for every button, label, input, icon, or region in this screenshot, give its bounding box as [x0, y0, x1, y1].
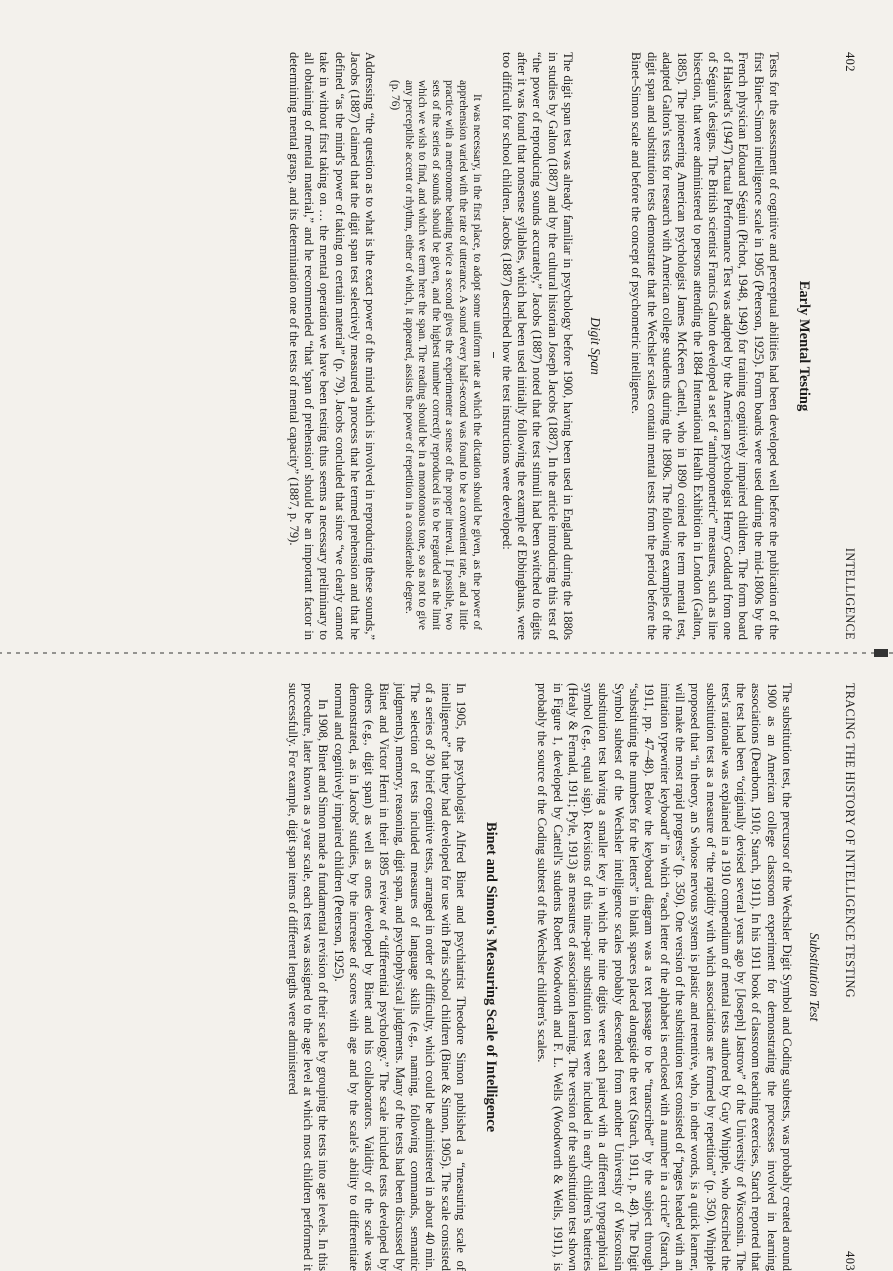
right-running-head	[837, 683, 857, 1271]
block-quote-jacobs	[387, 80, 493, 630]
subheading-digit-span: Digit Span	[588, 317, 604, 375]
quote-mark-dash	[493, 352, 494, 358]
page-fold-mark	[874, 649, 888, 657]
paragraph-binet-1908: In 1908, Binet and Simon made a fundamental revision of their scale by grouping the tests into age levels. In this procedure, later known as a year scale, each test was assigned to the age level at which most children performed it successfully. For example, digit span items of different lengths were administered	[285, 683, 331, 1271]
right-page-body	[284, 683, 823, 1271]
quote-text: It was necessary, in the first place, to adopt some uniform rate at which the dictation should be given, as the power of apprehension varied with the rate of utterance. A sound every half-second was found to be a convenient rate, and a little practice with a metronome beating twice a second gives the experimenter a sense of the proper interval. If possible, two sets of the series of sounds should be given, and the highest number correctly reproduced is to be regarded as the limit which we wish to find, and which we term here the span. The reading should be in a monotonous tone, so as not to give any perceptible accent or rhythm, either of which, it appeared, assists the power of repetition in a considerable degree.	[402, 80, 483, 630]
left-page-body	[286, 52, 823, 640]
right-page-number: 403	[843, 1251, 857, 1271]
section-heading-early-mental-testing: Early Mental Testing	[796, 280, 812, 412]
left-running-head-title: INTELLIGENCE	[843, 547, 857, 640]
left-page	[0, 52, 893, 640]
paragraph-binet-1905: In 1905, the psychologist Alfred Binet and psychiatrist Theodore Simon published a “measuring scale of intelligence” that they had developed for use with Paris school children (Binet & Simon, 1905). The scale consisted of a series of 30 brief cognitive tests, arranged in order of difficulty, which could be administered in about 40 min. The selection of tests included measures of language skills (e.g., naming, following commands, semantic judgments), memory, reasoning, digit span, and psychophysical judgments. Many of the tests had been discussed by Binet and Victor Henri in their 1895 review of “differential psychology.” The scale included tests developed by others (e.g., digit span) as well as ones developed by Binet and his collaborators. Validity of the scale was demonstrated, as in Jacobs' studies, by the increase of scores with age and by the scale's ability to differentiate normal and cognitively impaired children (Peterson, 1925).	[331, 683, 468, 1271]
right-running-head-title: TRACING THE HISTORY OF INTELLIGENCE TESTING	[843, 683, 857, 998]
left-running-head	[837, 52, 857, 640]
paragraph-substitution-test: The substitution test, the precursor of the Wechsler Digit Symbol and Coding subtests, was probably created around 1900 as an American college classroom experiment for demonstrating the processes involved in learning associations (Dearborn, 1910; Starch, 1911). In his 1911 book of classroom teaching exercises, Starch reported that the test had been “originally devised several years ago by [Joseph] Jastrow” of the University of Wisconsin. The test's rationale was explained in a 1910 compendium of mental tests authored by Guy Whipple, who described the substitution test as a measure of “the rapidity with which associations are formed by repetition” (p. 350). Whipple proposed that “in theory, an S whose nervous system is plastic and retentive, who, in other words, is a quick learner, will make the most rapid progress” (p. 350). One version of the substitution test consisted of “pages headed with an imitation typewriter keyboard” in which “each letter of the alphabet is enclosed with a number in a circle” (Starch, 1911, pp. 47–48). Below the keyboard diagram was a text passage to be “transcribed” by the subject through “substituting the numbers for the letters” in blank spaces placed alongside the text (Starch, 1911, p. 48). The Digit Symbol subtest of the Wechsler intelligence scales probably descended from another University of Wisconsin substitution test having a smaller key in which the nine digits were each paired with a different typographical symbol (e.g., equal sign). Revisions of this nine-pair substitution test were included in early children's batteries (Healy & Fernald, 1911; Pyle, 1913) as measures of association learning. The version of the substitution test shown in Figure 1, developed by Cattell's students Robert Woodworth and F. L. Wells (Woodworth & Wells, 1911), is probably the source of the Coding subtest of the Wechsler children's scales.	[535, 683, 794, 1271]
quote-citation: (p. 76)	[388, 80, 401, 111]
page-fold-line	[0, 652, 893, 654]
section-heading-binet-simon: Binet and Simon's Measuring Scale of Intelligence	[482, 821, 499, 1133]
paragraph-early-testing: Tests for the assessment of cognitive and perceptual abilities had been developed well before the publication of the first Binet–Simon intelligence scale in 1905 (Peterson, 1925). Form boards were used during the mid-1800s by the French physician Edouard Séguin (Pichot, 1948, 1949) for training cognitively impaired children. The form board of Halstead's (1947) Tactual Performance Test was adapted by the American psychologist Henry Goddard from one of Séguin's designs. The British scientist Francis Galton developed a set of “anthropometric” measures, such as line bisection, that were administered to persons attending the 1884 International Health Exhibition in London (Galton, 1885). The pioneering American psychologist James McKeen Cattell, who in 1890 coined the term mental test, adapted Galton's tests for research with American college students during the 1890s. The following examples of the digit span and substitution tests demonstrate that the Wechsler scales contain mental tests from the period before the Binet–Simon scale and before the concept of psychometric intelligence.	[629, 52, 781, 640]
paragraph-prehension: Addressing “the question as to what is the exact power of the mind which is involved in reproducing these sounds,” Jacobs (1887) claimed that the digit span test selectively measured a process that he termed prehension and that he defined “as the mind's power of taking on certain material” (p. 79). Jacobs concluded that since “we clearly cannot take in without first taking on … the mental operation we have been testing thus seems a necessary preliminary to all obtaining of mental material,” and he recommended “that 'span of prehension' should be an important factor in determining mental grasp, and its determination one of the tests of mental capacity” (1887, p. 79).	[286, 52, 378, 640]
left-page-number: 402	[843, 52, 857, 72]
subheading-substitution-test: Substitution Test	[807, 932, 822, 1022]
paragraph-digit-span: The digit span test was already familiar in psychology before 1900, having been used in England during the 1880s in studies by Galton (1887) and by the cultural historian Joseph Jacobs (1887). In the article introducing this test of “the power of reproducing sounds accurately,” Jacobs (1887) noted that the test stimuli had been switched to digits after it was found that nonsense syllables, which had been used initially following the example of Ebbinghaus, were too difficult for school children. Jacobs (1887) described how the test instructions were developed:	[499, 52, 576, 640]
right-page	[0, 683, 893, 1271]
